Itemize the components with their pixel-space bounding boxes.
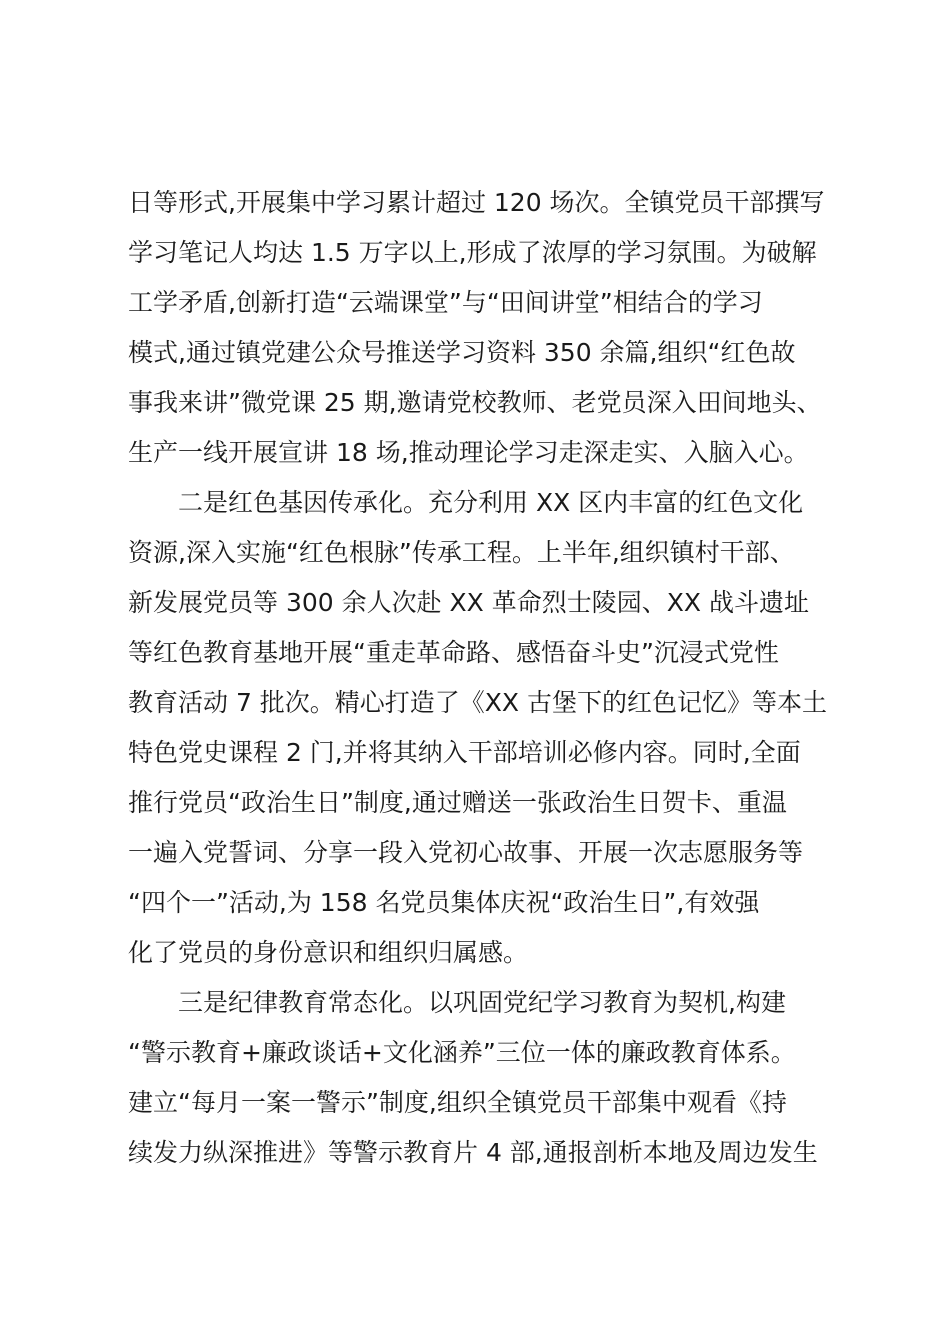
paragraph-2-line-10: 化了党员的身份意识和组织归属感。 [128,938,529,967]
paragraph-2-line-9: “四个一”活动,为 158 名党员集体庆祝“政治生日”,有效强 [128,888,760,917]
paragraph-1-line-3: 工学矛盾,创新打造“云端课堂”与“田间讲堂”相结合的学习 [128,288,763,317]
paragraph-1-line-2: 学习笔记人均达 1.5 万字以上,形成了浓厚的学习氛围。为破解 [128,238,817,267]
paragraph-1-line-1: 日等形式,开展集中学习累计超过 120 场次。全镇党员干部撰写 [128,188,825,217]
paragraph-1-line-4: 模式,通过镇党建公众号推送学习资料 350 余篇,组织“红色故 [128,338,796,367]
paragraph-3-line-3: 建立“每月一案一警示”制度,组织全镇党员干部集中观看《持 [128,1088,787,1117]
paragraph-1-line-5: 事我来讲”微党课 25 期,邀请党校教师、老党员深入田间地头、 [128,388,822,417]
paragraph-2-line-8: 一遍入党誓词、分享一段入党初心故事、开展一次志愿服务等 [128,838,804,867]
paragraph-2-line-6: 特色党史课程 2 门,并将其纳入干部培训必修内容。同时,全面 [128,738,801,767]
paragraph-2-line-3: 新发展党员等 300 余人次赴 XX 革命烈士陵园、XX 战斗遗址 [128,588,809,617]
paragraph-3-line-4: 续发力纵深推进》等警示教育片 4 部,通报剖析本地及周边发生 [128,1138,818,1167]
paragraph-1-line-6: 生产一线开展宣讲 18 场,推动理论学习走深走实、入脑入心。 [128,438,809,467]
paragraph-3-line-2: “警示教育+廉政谈话+文化涵养”三位一体的廉政教育体系。 [128,1038,796,1067]
paragraph-2-line-7: 推行党员“政治生日”制度,通过赠送一张政治生日贺卡、重温 [128,788,787,817]
paragraph-2-line-2: 资源,深入实施“红色根脉”传承工程。上半年,组织镇村干部、 [128,538,795,567]
paragraph-2-line-5: 教育活动 7 批次。精心打造了《XX 古堡下的红色记忆》等本土 [128,688,828,717]
paragraph-2-line-1: 二是红色基因传承化。充分利用 XX 区内丰富的红色文化 [178,488,804,517]
paragraph-2-line-4: 等红色教育基地开展“重走革命路、感悟奋斗史”沉浸式党性 [128,638,779,667]
paragraph-3-line-1: 三是纪律教育常态化。以巩固党纪学习教育为契机,构建 [178,988,786,1017]
document-body [128,178,838,1178]
